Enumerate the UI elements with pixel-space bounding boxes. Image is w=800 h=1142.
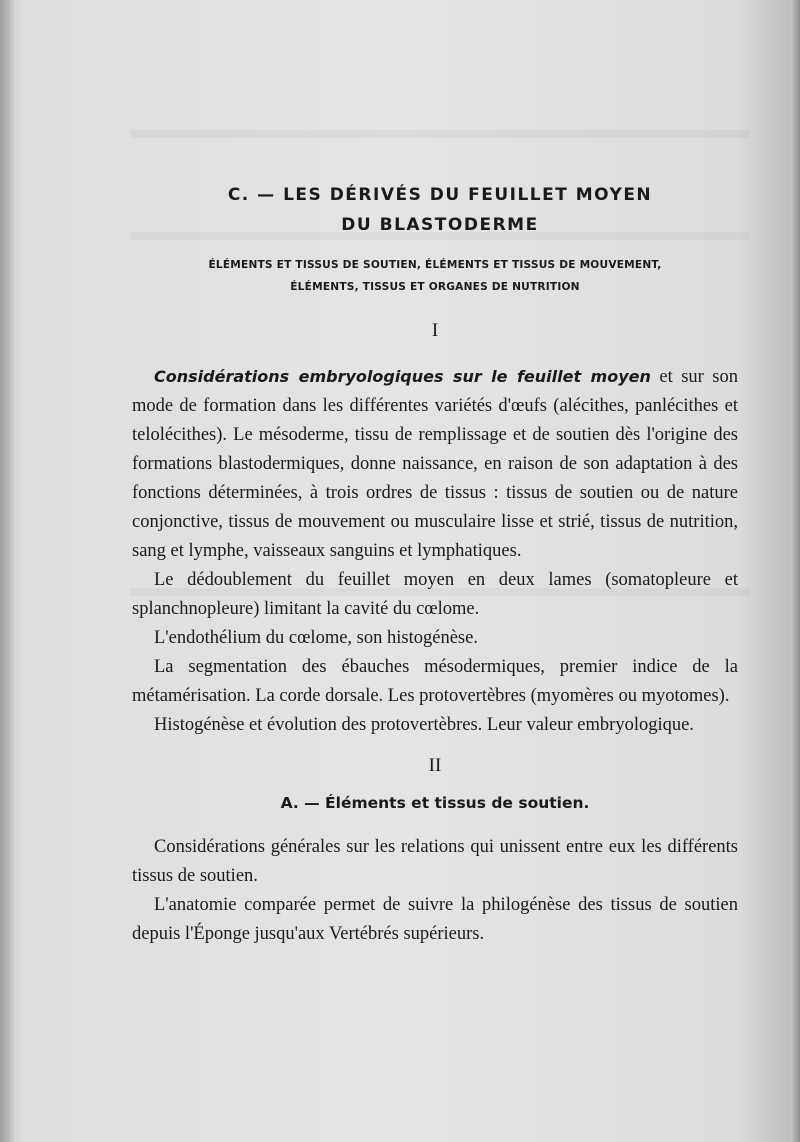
part-numeral-2: II [428, 755, 442, 776]
paragraph-anatomie: L'anatomie comparée permet de suivre la philogénèse des tissus de soutien depuis l'Éponge jusqu'aux Vertébrés supérieurs. [132, 895, 738, 944]
paragraph-lead-italic: Considérations embryologiques sur le feuillet moyen [154, 367, 651, 386]
subheading-line-2: ÉLÉMENTS, TISSUS ET ORGANES DE NUTRITION [290, 281, 580, 293]
section-title-line-1: C. — LES DÉRIVÉS DU FEUILLET MOYEN [227, 185, 653, 205]
paragraph-segmentation: La segmentation des ébauches mésodermiques, premier indice de la métamérisation. La corde dorsale. Les protovertèbres (myomères ou myotomes). [132, 657, 738, 706]
paragraph-histogenese: Histogénèse et évolution des protovertèbres. Leur valeur embryologique. [154, 715, 694, 735]
section-subheading [132, 254, 738, 298]
section-title-line-2: DU BLASTODERME [341, 215, 539, 235]
paragraph-embryology [132, 362, 738, 566]
paragraph-embryology-text: et sur son mode de formation dans les différentes variétés d'œufs (alécithes, panlécithes et telolécithes). Le mésoderme, tissu de remplissage et de soutien dès l'origine des formations blastodermiques, donne naissance, en raison de son adaptation à des fonctions déterminées, à trois ordres de tissus : tissus de soutien ou de nature conjonctive, tissus de mouvement ou musculaire lisse et strié, tissus de nutrition, sang et lymphe, vaisseaux sanguins et lymphatiques. [132, 367, 738, 561]
page-content [132, 180, 738, 949]
paragraph-dedoublement: Le dédoublement du feuillet moyen en deux lames (somatopleure et splanchnopleure) limitant la cavité du cœlome. [132, 570, 738, 619]
bleed-through-1 [130, 130, 750, 138]
paragraph-generalites: Considérations générales sur les relations qui unissent entre eux les différents tissus de soutien. [132, 837, 738, 886]
subsection-title: A. — Éléments et tissus de soutien. [280, 794, 590, 812]
part-numeral-1: I [431, 320, 439, 341]
page-right-edge [790, 0, 800, 1142]
paragraph-endothelium: L'endothélium du cœlome, son histogénèse. [154, 628, 478, 648]
subheading-line-1: ÉLÉMENTS ET TISSUS DE SOUTIEN, ÉLÉMENTS ET TISSUS DE MOUVEMENT, [208, 259, 662, 271]
page-left-edge [0, 0, 14, 1142]
